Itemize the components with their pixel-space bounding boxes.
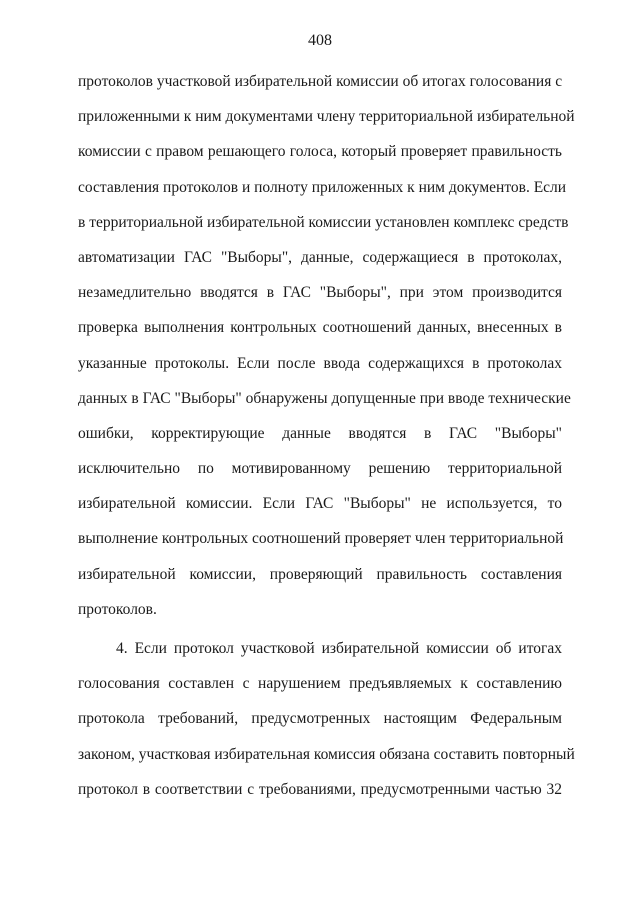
text-line: автоматизации ГАС "Выборы", данные, содержащиеся в протоколах,	[78, 248, 562, 266]
text-line: ошибки, корректирующие данные вводятся в ГАС "Выборы"	[78, 424, 562, 442]
text-line: протоколов участковой избирательной комиссии об итогах голосования с	[78, 73, 563, 90]
paragraph-end-line: протоколов.	[78, 600, 157, 618]
text-line: указанные протоколы. Если после ввода содержащихся в протоколах	[78, 354, 562, 372]
text-line: избирательной комиссии, проверяющий правильность составления	[78, 565, 562, 583]
text-line: исключительно по мотивированному решению территориальной	[78, 460, 562, 478]
text-line: данных в ГАС "Выборы" обнаружены допущенные при вводе технические	[78, 389, 571, 407]
page-number: 408	[308, 32, 332, 49]
paragraph-4-first-line: 4. Если протокол участковой избирательной комиссии об итогах	[116, 640, 562, 657]
document-body	[78, 64, 575, 807]
text-line: в территориальной избирательной комиссии установлен комплекс средств	[78, 213, 569, 231]
text-line: голосования составлен с нарушением предъявляемых к составлению	[78, 675, 562, 693]
text-line: избирательной комиссии. Если ГАС "Выборы" не используется, то	[78, 495, 562, 513]
text-line: протокол в соответствии с требованиями, предусмотренными частью 32	[78, 780, 562, 798]
text-line: проверка выполнения контрольных соотношений данных, внесенных в	[78, 319, 562, 337]
text-line: незамедлительно вводятся в ГАС "Выборы", при этом производится	[78, 284, 562, 302]
text-line: протокола требований, предусмотренных настоящим Федеральным	[78, 710, 562, 728]
text-line: составления протоколов и полноту приложенных к ним документов. Если	[78, 178, 567, 196]
text-line: выполнение контрольных соотношений проверяет член территориальной	[78, 530, 564, 548]
text-line: приложенными к ним документами члену территориальной избирательной	[78, 108, 575, 126]
text-line: законом, участковая избирательная комиссия обязана составить повторный	[78, 745, 575, 763]
text-line: комиссии с правом решающего голоса, который проверяет правильность	[78, 143, 562, 161]
